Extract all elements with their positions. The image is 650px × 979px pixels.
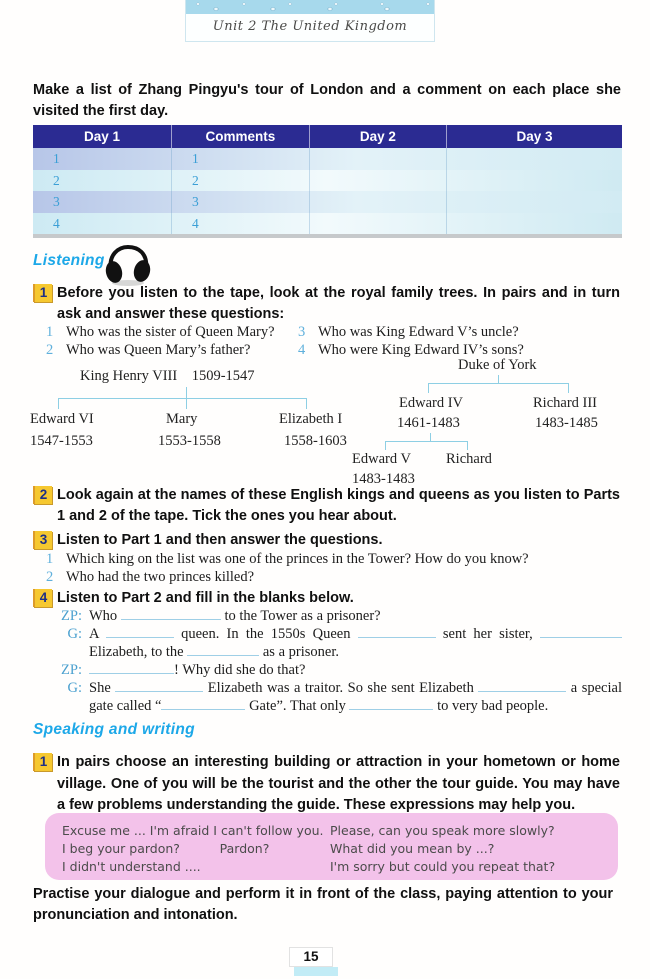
practise-paragraph: Practise your dialogue and perform it in front of the class, paying attention to your pronunciation and intonation. bbox=[33, 886, 613, 923]
dialogue-speaker: G: bbox=[67, 680, 82, 696]
question-item bbox=[46, 323, 298, 341]
table-bottom-shadow bbox=[33, 234, 622, 238]
table-body bbox=[33, 148, 622, 234]
tree-node-richard-iii-dates: 1483-1485 bbox=[535, 415, 598, 431]
exercise4-dialogue bbox=[50, 607, 622, 715]
table-cell bbox=[447, 213, 622, 235]
table-row bbox=[33, 148, 622, 170]
expression-line: What did you mean by ...? bbox=[330, 841, 495, 856]
fill-in-blank bbox=[349, 697, 433, 710]
tree-connector-line bbox=[58, 398, 307, 399]
table-row bbox=[33, 170, 622, 192]
exercise3-questions bbox=[46, 550, 621, 586]
tree-connector-line bbox=[385, 441, 468, 442]
dialogue-speaker: ZP: bbox=[61, 608, 82, 624]
exercise4-badge: 4 bbox=[33, 589, 52, 607]
question-text: Who had the two princes killed? bbox=[66, 569, 255, 585]
speaking-exercise1-badge: 1 bbox=[33, 753, 52, 771]
dialogue-line bbox=[50, 607, 622, 625]
table-cell: 2 bbox=[172, 170, 310, 192]
page-number-value: 15 bbox=[289, 947, 333, 967]
tour-table bbox=[33, 125, 622, 238]
question-number: 2 bbox=[46, 342, 54, 358]
tree-connector-line bbox=[428, 383, 569, 384]
question-number: 1 bbox=[46, 324, 54, 340]
tree-node-elizabeth-i: Elizabeth I bbox=[279, 411, 343, 427]
dialogue-line bbox=[50, 625, 622, 661]
table-header-day2: Day 2 bbox=[310, 125, 447, 148]
royal-family-trees bbox=[0, 355, 650, 487]
tree-connector-line bbox=[186, 398, 187, 409]
question-number: 4 bbox=[298, 342, 306, 358]
tree-node-richard-iii: Richard III bbox=[533, 395, 598, 411]
speaking-exercise1-text: In pairs choose an interesting building or attraction in your hometown or home village. One of you will be the tourist and the other the tour guide. You may have a few problems understanding the guide. These expressions may help you. bbox=[57, 754, 620, 813]
table-header-comments: Comments bbox=[172, 125, 310, 148]
tree-node-edward-vi: Edward VI bbox=[30, 411, 94, 427]
table-row bbox=[33, 191, 622, 213]
question-item bbox=[46, 550, 621, 568]
unit-title: Unit 2 The United Kingdom bbox=[212, 19, 408, 34]
unit-banner bbox=[185, 0, 435, 42]
fill-in-blank bbox=[478, 679, 566, 692]
expression-line: I'm sorry but could you repeat that? bbox=[330, 859, 556, 874]
exercise2-badge: 2 bbox=[33, 486, 52, 504]
table-cell: 1 bbox=[172, 148, 310, 170]
table-cell bbox=[447, 191, 622, 213]
tree-node-edward-v: Edward V bbox=[352, 451, 411, 467]
fill-in-blank bbox=[106, 625, 174, 638]
tree-connector-line bbox=[498, 375, 499, 383]
table-cell bbox=[310, 148, 447, 170]
tree-node-henry-viii: King Henry VIII 1509-1547 bbox=[80, 368, 255, 384]
fill-in-blank bbox=[540, 625, 622, 638]
exercise4-text: Listen to Part 2 and fill in the blanks below. bbox=[57, 590, 354, 606]
dialogue-text: Who to the Tower as a prisoner? bbox=[89, 608, 381, 624]
table-cell bbox=[310, 191, 447, 213]
table-cell: 2 bbox=[33, 170, 172, 192]
intro-paragraph: Make a list of Zhang Pingyu's tour of London and a comment on each place she visited the first day. bbox=[33, 82, 621, 119]
expression-line: Please, can you speak more slowly? bbox=[330, 823, 555, 838]
table-header-row bbox=[33, 125, 622, 148]
tree-node-mary-dates: 1553-1558 bbox=[158, 433, 221, 449]
dialogue-line bbox=[50, 679, 622, 715]
exercise1-questions bbox=[46, 323, 621, 359]
fill-in-blank bbox=[358, 625, 436, 638]
question-number: 3 bbox=[298, 324, 306, 340]
fill-in-blank bbox=[187, 643, 259, 656]
table-cell bbox=[310, 213, 447, 235]
tree-node-edward-iv-dates: 1461-1483 bbox=[397, 415, 460, 431]
fill-in-blank bbox=[115, 679, 203, 692]
question-text: Who was Queen Mary’s father? bbox=[66, 342, 251, 358]
page-number bbox=[289, 947, 333, 976]
tree-connector-line bbox=[430, 433, 431, 441]
tree-node-duke-of-york: Duke of York bbox=[458, 357, 537, 373]
question-number: 1 bbox=[46, 551, 54, 567]
dialogue-text: She Elizabeth was a traitor. So she sent Elizabeth a special gate called “ Gate”. That only to very bad people. bbox=[89, 680, 622, 714]
question-text: Which king on the list was one of the princes in the Tower? How do you know? bbox=[66, 551, 529, 567]
fill-in-blank bbox=[89, 661, 174, 674]
dialogue-text: A queen. In the 1550s Queen sent her sister, Elizabeth, to the as a prisoner. bbox=[89, 625, 622, 661]
dialogue-speaker: G: bbox=[67, 626, 82, 642]
table-cell bbox=[447, 148, 622, 170]
tree-node-richard: Richard bbox=[446, 451, 492, 467]
question-number: 2 bbox=[46, 569, 54, 585]
tree-connector-line bbox=[428, 383, 429, 393]
expression-line: Excuse me ... I'm afraid I can't follow you. bbox=[62, 823, 324, 838]
table-header-day1: Day 1 bbox=[33, 125, 172, 148]
table-cell bbox=[310, 170, 447, 192]
exercise1-badge: 1 bbox=[33, 284, 52, 302]
table-header-day3: Day 3 bbox=[516, 129, 553, 144]
question-item bbox=[298, 323, 621, 341]
expressions-right-column bbox=[330, 822, 555, 880]
speaking-heading: Speaking and writing bbox=[33, 721, 195, 738]
table-cell: 3 bbox=[172, 191, 310, 213]
question-text: Who was King Edward V’s uncle? bbox=[318, 324, 519, 340]
headphones-icon bbox=[104, 244, 152, 286]
exercise1-text: Before you listen to the tape, look at the royal family trees. In pairs and in turn ask and answer these questions: bbox=[57, 285, 620, 322]
table-cell: 1 bbox=[33, 148, 172, 170]
tree-connector-line bbox=[467, 441, 468, 450]
tree-connector-line bbox=[306, 398, 307, 409]
tree-node-edward-v-dates: 1483-1483 bbox=[352, 471, 415, 487]
table-cell: 4 bbox=[33, 213, 172, 235]
table-row bbox=[33, 213, 622, 235]
question-text: Who were King Edward IV’s sons? bbox=[318, 342, 524, 358]
tree-connector-line bbox=[385, 441, 386, 450]
listening-heading: Listening bbox=[33, 252, 105, 269]
fill-in-blank bbox=[161, 697, 245, 710]
expressions-left-column bbox=[62, 822, 330, 880]
exercise2-text: Look again at the names of these English kings and queens as you listen to Parts 1 and 2 of the tape. Tick the ones you hear about. bbox=[57, 487, 620, 524]
tree-node-edward-vi-dates: 1547-1553 bbox=[30, 433, 93, 449]
tree-node-elizabeth-i-dates: 1558-1603 bbox=[284, 433, 347, 449]
fill-in-blank bbox=[121, 607, 221, 620]
question-item bbox=[46, 568, 621, 586]
table-cell: 3 bbox=[33, 191, 172, 213]
expression-line: I beg your pardon? Pardon? bbox=[62, 841, 270, 856]
dialogue-text: ! Why did she do that? bbox=[89, 661, 622, 679]
table-cell: 4 bbox=[172, 213, 310, 235]
table-cell bbox=[447, 170, 622, 192]
tree-connector-line bbox=[58, 398, 59, 409]
exercise3-text: Listen to Part 1 and then answer the questions. bbox=[57, 532, 383, 548]
tree-connector-line bbox=[568, 383, 569, 393]
water-droplets-image bbox=[186, 0, 434, 14]
expression-line: I didn't understand .... bbox=[62, 859, 201, 874]
question-text: Who was the sister of Queen Mary? bbox=[66, 324, 275, 340]
tree-connector-line bbox=[186, 387, 187, 398]
tree-node-edward-iv: Edward IV bbox=[399, 395, 464, 411]
exercise3-badge: 3 bbox=[33, 531, 52, 549]
tree-node-mary: Mary bbox=[166, 411, 198, 427]
dialogue-speaker: ZP: bbox=[61, 662, 82, 678]
dialogue-line bbox=[50, 661, 622, 679]
expressions-box bbox=[45, 813, 618, 880]
page-number-strip bbox=[294, 967, 338, 976]
